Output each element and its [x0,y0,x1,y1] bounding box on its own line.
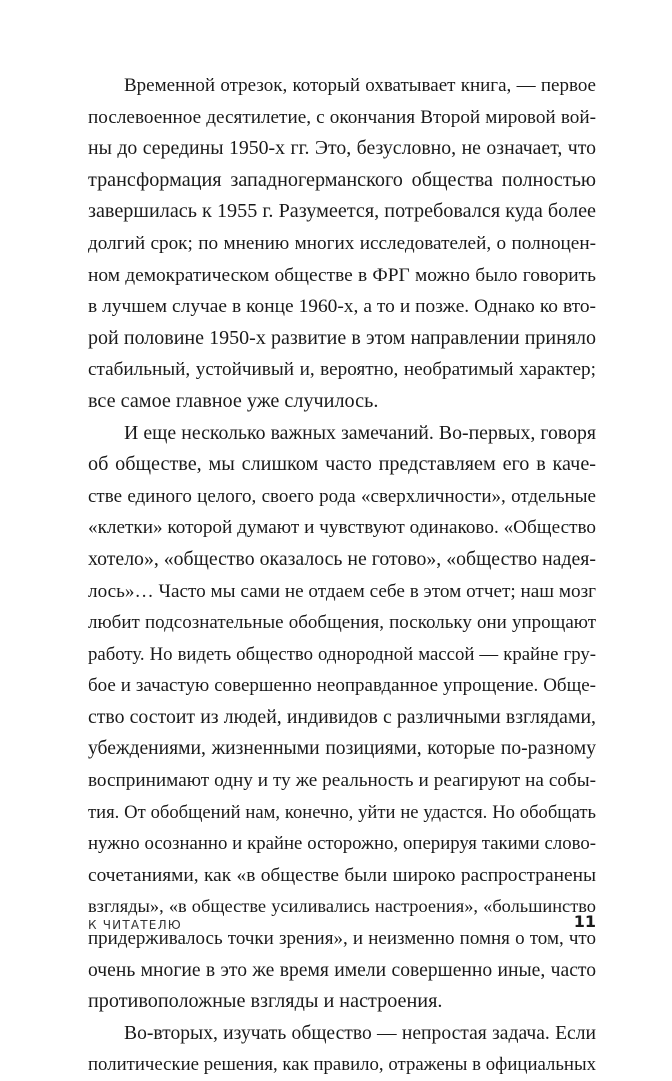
text-line: стабильный, устойчивый и, вероятно, необратимый характер; [88,359,596,381]
text-line: послевоенное десятилетие, с окончания Второй мировой вой- [88,106,596,128]
text-line: ство состоит из людей, индивидов с различными взглядами, [88,705,596,728]
text-line: рой половине 1950-х развитие в этом направлении приняло [88,326,596,349]
text-line: хотело», «общество оказалось не готово», «общество надея- [88,547,596,570]
text-line: ном демократическом обществе в ФРГ можно было говорить [88,264,596,286]
text-line: Временной отрезок, который охватывает книга, — первое [124,75,596,96]
running-head: К ЧИТАТЕЛЮ [88,918,182,932]
text-line: лось»… Часто мы сами не отдаем себе в этом отчет; наш мозг [88,580,597,602]
text-line: очень многие в это же время имели совершенно иные, часто [88,959,596,981]
text-line: ны до середины 1950-х гг. Это, безусловно, не означает, что [88,137,596,160]
text-line: убеждениями, жизненными позициями, которые по-разному [88,738,596,760]
text-line: завершилась к 1955 г. Разумеется, потребовался куда более [88,200,596,223]
text-line: долгий срок; по мнению многих исследователей, о полноцен- [88,232,596,254]
text-line: стве единого целого, своего рода «сверхличности», отдельные [88,485,596,507]
text-line: придерживалось точки зрения», и неизменно помня о том, что [88,928,596,950]
text-line: противоположные взгляды и настроения. [88,990,443,1013]
text-line: нужно осознанно и крайне осторожно, оперируя такими слово- [88,833,596,855]
text-line: любит подсознательные обобщения, поскольку они упрощают [88,612,596,634]
page-number: 11 [573,912,596,931]
text-line: трансформация западногерманского общества полностью [88,168,596,191]
text-line: Во-вторых, изучать общество — непростая задача. Если [124,1022,596,1044]
text-line: политические решения, как правило, отражены в официальных [88,1054,596,1076]
text-line: сочетаниями, как «в обществе были широко распространены [88,864,596,886]
page-footer [88,912,596,936]
text-line: взгляды», «в обществе усиливались настроения», «большинство [88,896,596,917]
text-line: И еще несколько важных замечаний. Во-первых, говоря [124,421,596,444]
text-line: воспринимают одну и ту же реальность и реагируют на собы- [88,770,596,792]
text-line: тия. От обобщений нам, конечно, уйти не удастся. Но обобщать [88,801,596,823]
text-line: бое и зачастую совершенно неоправданное упрощение. Обще- [88,675,596,697]
text-line: в лучшем случае в конце 1960-х, а то и позже. Однако ко вто- [88,296,596,318]
text-line: об обществе, мы слишком часто представляем его в каче- [88,453,596,476]
text-line: все самое главное уже случилось. [88,389,379,412]
text-line: «клетки» которой думают и чувствуют одинаково. «Общество [88,517,596,539]
text-line: работу. Но видеть общество однородной массой — крайне гру- [88,643,596,665]
